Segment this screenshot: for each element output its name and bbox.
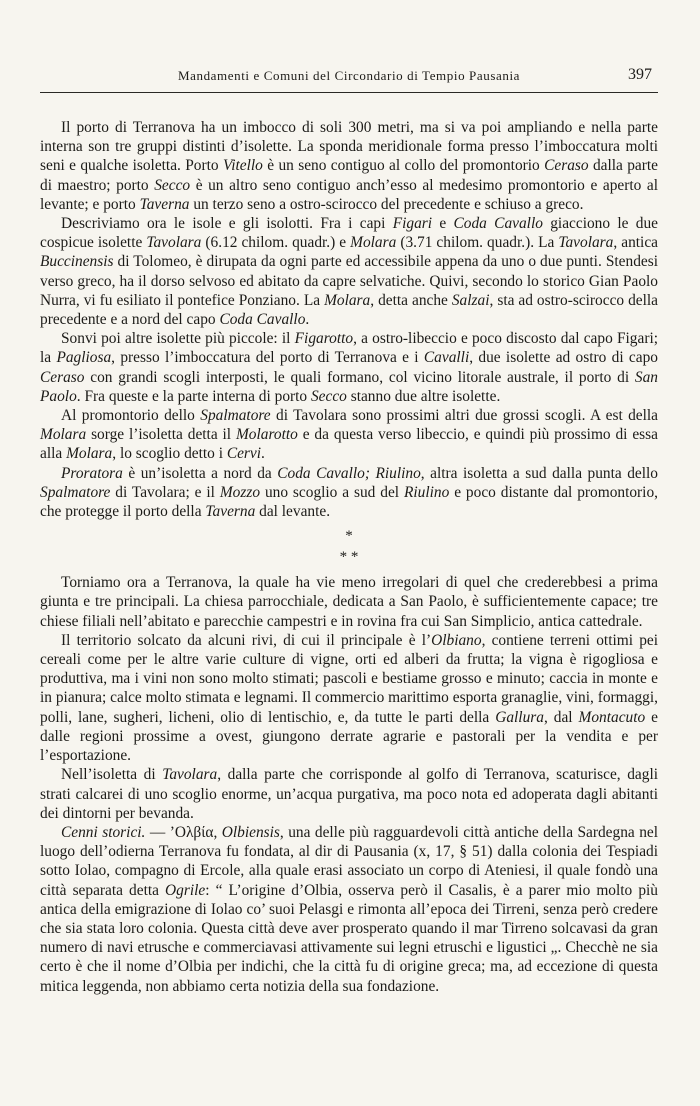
text-run: , sta ad ostro-scirocco della precedente e a nord del capo (40, 291, 659, 329)
italic-term: Proratora (61, 464, 123, 482)
text-run: . (261, 445, 265, 463)
paragraph (40, 464, 658, 522)
text-run: . Fra queste e la parte interna di porto (76, 387, 311, 405)
text-run: , una delle più ragguardevoli città antiche della Sardegna nel luogo dell’odierna Terranova fu fondata, al dir di Pausania (x, 17, § 51) dalla colonia dei Tespiadi sotto Iolao, compagno di Ercole, alla quale erasi associato un corpo di Ateniesi, il quale fondò una città separata detta (40, 823, 658, 899)
italic-term: Coda Cavallo; Riulino (277, 464, 421, 482)
italic-term: Cenni storici. (61, 823, 146, 841)
italic-term: Figarotto (294, 330, 354, 348)
text-run: giacciono le due cospicue isolette (40, 215, 659, 252)
text-run: di Tolomeo, è dirupata da ogni parte ed accessibile appena da uno o due punti. Stendesi verso greco, ha il dorso selvoso ed abitato da capre selvatiche. Quivi, secondo lo storico Gian Paolo Nurra, vi fu esiliato il pontefice Ponziano. La (40, 253, 658, 309)
text-run: Al promontorio dello (61, 407, 201, 425)
text-run: e da questa verso libeccio, e quindi più prossimo di essa alla (40, 426, 658, 463)
text-run: Nell’isoletta di (61, 766, 163, 784)
page-number: 397 (628, 66, 652, 83)
text-run: sorge l’isoletta detta il (86, 426, 236, 444)
italic-term: Riulino (403, 483, 450, 501)
text-run: , presso l’imboccatura del porto di Terranova e i (111, 349, 424, 367)
italic-term: Ceraso (544, 157, 589, 175)
text-run: Descriviamo ora le isole e gli isolotti. Fra i capi (61, 215, 393, 233)
italic-term: Salzai (451, 291, 490, 309)
text-run: . (305, 311, 310, 329)
text-run: è un’isoletta a nord da (122, 464, 278, 482)
italic-term: Spalmatore (200, 407, 271, 425)
text-run: dalla parte di maestro; porto (40, 157, 658, 194)
asterism-star: * (350, 549, 359, 566)
italic-term: Tavolara (162, 766, 218, 784)
text-run: dal levante. (255, 503, 331, 521)
paragraph (40, 214, 658, 329)
italic-term: Tavolara (146, 234, 202, 252)
italic-term: Molara (324, 291, 371, 309)
asterism-star: * (345, 528, 353, 545)
text-run: di Tavolara sono prossimi altri due grossi scogli. A est della (270, 407, 659, 425)
text-run: e dalle regioni prossime a ovest, giungono derrate agrarie e pastorali per la vendita e per l’esportazione. (40, 708, 658, 765)
italic-term: Molarotto (235, 426, 298, 444)
text-run: , dal (543, 708, 579, 726)
paragraph (40, 406, 658, 464)
text-run: un terzo seno a ostro-scirocco del precedente e schiuso a greco. (189, 195, 584, 213)
italic-term: Pagliosa (56, 349, 112, 367)
text-run: — ’Ολβία, (145, 823, 222, 841)
italic-term: Secco (310, 387, 347, 405)
italic-term: Vitello (222, 157, 263, 175)
italic-term: Mozzo (219, 483, 261, 501)
text-run: , dalla parte che corrisponde al golfo di Terranova, scaturisce, dagli strati calcarei di uno scoglio enorme, un’acqua purgativa, ma poco nota ed adoperata dagli abitanti dei dintorni per bevanda. (40, 766, 658, 822)
paragraph (40, 765, 658, 823)
paragraph (40, 823, 658, 996)
text-run: : “ L’origine d’Olbia, osserva però il Casalis, è a parer mio molto più antica della emigrazione di Iolao co’ suoi Pelasgi e rimonta all’epoca dei Tirreni, senza però credere che sia stata loro colonia. Questa città deve aver prosperato quando il mar Tirreno solcavasi da gran numero di navi etrusche e commerciavasi attivamente sui legni etruschi e ligustici „. Checchè ne sia certo è che il nome d’Olbia per indichi, che la città fu di origine greca; ma, ad eccezione di questa mitica leggenda, non abbiamo certa notizia della sua fondazione. (40, 881, 658, 995)
italic-term: San Paolo (40, 368, 658, 405)
paragraph (40, 118, 658, 214)
italic-term: Molara (350, 234, 397, 252)
italic-term: Buccinensis (40, 253, 114, 271)
text-run: , detta anche (370, 291, 452, 309)
italic-term: Cavalli (423, 349, 470, 367)
text-run: , a ostro-libeccio e poco discosto dal capo Figari; la (40, 330, 659, 367)
italic-term: Coda Cavallo (453, 215, 543, 233)
paragraph (40, 631, 658, 765)
italic-term: Coda Cavallo (219, 311, 306, 329)
italic-term: Figari (392, 215, 433, 233)
italic-term: Gallura (495, 708, 544, 726)
italic-term: Olbiano (431, 631, 482, 649)
italic-term: Olbiensis (221, 823, 280, 841)
text-run: Il porto di Terranova ha un imbocco di soli 300 metri, ma si va poi ampliando e nella parte interna son tre gruppi distinti d’isolette. La sponda meridionale forma presso l’imboccatura molti seni e qualche isoletta. Porto (40, 119, 658, 175)
section-terranova (40, 573, 658, 995)
paragraph (40, 573, 658, 631)
asterism-separator (40, 528, 658, 566)
text-run: (6.12 chilom. quadr.) e (201, 234, 351, 252)
body-text (40, 118, 658, 996)
text-run: è un seno contiguo al collo del promontorio (262, 157, 545, 175)
italic-term: Taverna (139, 195, 190, 213)
italic-term: Secco (154, 176, 191, 194)
text-run: Sonvi poi altre isolette più piccole: il (61, 330, 295, 348)
text-run: stanno due altre isolette. (346, 387, 501, 405)
italic-term: Montacuto (578, 708, 646, 726)
text-run: uno scoglio a sud del (260, 483, 404, 501)
section-islands (40, 118, 658, 521)
italic-term: Molara (40, 426, 87, 444)
italic-term: Molara (66, 445, 113, 463)
asterism-star: * (339, 549, 348, 566)
italic-term: Ogrile (165, 881, 206, 899)
text-run: e (432, 215, 454, 233)
italic-term: Spalmatore (40, 483, 111, 501)
text-run: , altra isoletta a sud dalla punta dello (420, 464, 658, 482)
italic-term: Ceraso (40, 368, 85, 386)
italic-term: Tavolara (558, 234, 614, 252)
text-run: (3.71 chilom. quadr.). La (396, 234, 559, 252)
text-run: Il territorio solcato da alcuni rivi, di cui il principale è l’ (61, 631, 432, 649)
text-run: , lo scoglio detto i (112, 445, 227, 463)
text-run: di Tavolara; e il (110, 483, 220, 501)
text-run: , contiene terreni ottimi pei cereali come per le altre varie culture di vigne, orti ed alberi da frutta; la vigna è rigogliosa e produttiva, ma i vini non sono molto stimati; pascoli e bestiame grosso e minuto; caccia in monte e in pianura; calce molto stimata e legnami. Il commercio marittimo esporta granaglie, vini, formaggi, polli, lane, sugheri, licheni, olio di lentischio, e, da tutte le parti della (40, 631, 658, 726)
text-run: è un altro seno contiguo anch’esso al medesimo promontorio e aperto al levante; e porto (40, 176, 659, 213)
paragraph (40, 329, 658, 406)
text-run: e poco distante dal promontorio, che protegge il porto della (40, 483, 658, 521)
text-run: con grandi scogli interposti, le quali formano, col vicino litorale australe, il porto di (84, 368, 635, 386)
italic-term: Cervi (226, 445, 262, 463)
text-run: , antica (613, 234, 658, 252)
page-header (40, 62, 658, 93)
text-run: Torniamo ora a Terranova, la quale ha vie meno irregolari di quel che crederebbesi a prima giunta e tre principali. La chiesa parrocchiale, dedicata a San Paolo, è sufficientemente capace; tre chiese filiali nell’abitato e parecchie campestri e in rovina fra cui San Simplicio, antica cattedrale. (40, 574, 658, 630)
text-run: , due isolette ad ostro di capo (469, 349, 658, 367)
running-title: Mandamenti e Comuni del Circondario di Tempio Pausania (177, 68, 521, 83)
italic-term: Taverna (205, 503, 256, 521)
